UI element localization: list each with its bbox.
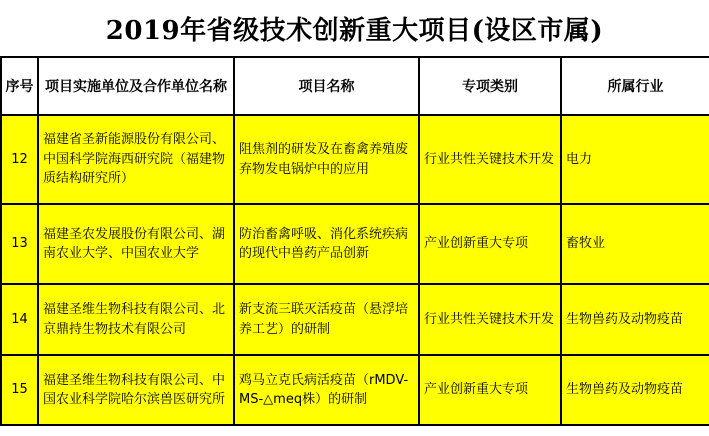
cell-category: 行业共性关键技术开发 — [419, 115, 561, 204]
cell-industry: 生物兽药及动物疫苗 — [561, 355, 709, 425]
table-row — [1, 204, 709, 284]
projects-table — [0, 56, 709, 426]
cell-no: 15 — [1, 355, 38, 425]
cell-org: 福建圣维生物科技有限公司、北京鼎持生物技术有限公司 — [38, 284, 234, 355]
cell-no: 13 — [1, 204, 38, 284]
cell-industry: 畜牧业 — [561, 204, 709, 284]
cell-industry: 生物兽药及动物疫苗 — [561, 284, 709, 355]
cell-org: 福建圣维生物科技有限公司、中国农业科学院哈尔滨兽医研究所 — [38, 355, 234, 425]
cell-project: 阻焦剂的研发及在畜禽养殖废弃物发电锅炉中的应用 — [234, 115, 419, 204]
header-category: 专项类别 — [419, 57, 561, 115]
cell-category: 产业创新重大专项 — [419, 204, 561, 284]
cell-project: 防治畜禽呼吸、消化系统疾病的现代中兽药产品创新 — [234, 204, 419, 284]
header-project: 项目名称 — [234, 57, 419, 115]
table-header-row — [1, 57, 709, 115]
cell-category: 行业共性关键技术开发 — [419, 284, 561, 355]
header-org: 项目实施单位及合作单位名称 — [38, 57, 234, 115]
cell-category: 产业创新重大专项 — [419, 355, 561, 425]
table-row — [1, 115, 709, 204]
cell-no: 12 — [1, 115, 38, 204]
header-industry: 所属行业 — [561, 57, 709, 115]
cell-project: 鸡马立克氏病活疫苗（rMDV-MS-△meq株）的研制 — [234, 355, 419, 425]
cell-industry: 电力 — [561, 115, 709, 204]
cell-org: 福建圣农发展股份有限公司、湖南农业大学、中国农业大学 — [38, 204, 234, 284]
table-row — [1, 355, 709, 425]
cell-org: 福建省圣新能源股份有限公司、中国科学院海西研究院（福建物质结构研究所） — [38, 115, 234, 204]
cell-no: 14 — [1, 284, 38, 355]
page-title: 2019年省级技术创新重大项目(设区市属) — [105, 15, 604, 46]
cell-project: 新支流三联灭活疫苗（悬浮培养工艺）的研制 — [234, 284, 419, 355]
table-row — [1, 284, 709, 355]
header-no: 序号 — [1, 57, 38, 115]
